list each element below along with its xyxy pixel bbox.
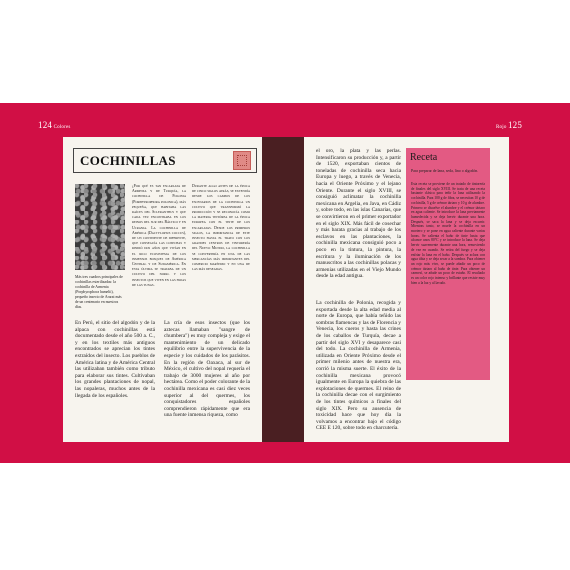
book-spine — [262, 137, 304, 442]
left-page-header — [38, 120, 71, 130]
cochineal-photo — [75, 184, 125, 270]
left-running-title: Colores — [53, 125, 71, 130]
right-running-title: Rojo — [496, 125, 507, 130]
section-title: COCHINILLAS — [80, 153, 176, 168]
right-page-number: 125 — [507, 120, 523, 130]
intro-column-1: ¿Por qué es tan escarlata de Armenia y de Turquía, la cochinilla de Polonia (Porphyrophora polonica), más pequeña, que habitaba las raíces del Scleranthus y que cada vez encontraba en los reinos del sur del Báltico y en Ucrania. La cochinilla de América (Dactylopius coccus), de un continente de diferente, que conseguía las cosechas y rindió dos años que vivían en el rico ecosistema de los inmensos bosques de América Central y de Sudamérica. En esta última se trataba de un cultivo del nopal y los insectos que viven en las hojas de las tunas. — [132, 184, 186, 287]
body-column-4: La cochinilla de Polonia, recogida y exportada desde la alta edad media al norte de Europa, que había teñido las sombras flamencas y las de Florencia y Venecia, los cueros y hasta las crines de los caballos de Turquía, decae a partir del siglo XVI y desaparece casi del todo. La cochinilla de Armenia, utilizada en Oriente Próximo desde el primer milenio antes de nuestra era, corrió la misma suerte. El éxito de la cochinilla mexicana provocó igualmente en Europa la quiebra de las explotaciones de quermes. El reino de la cochinilla decae con el surgimiento de los tintes químicos a finales del siglo XIX. Pero su ausencia de toxicidad hace que hoy día la volvamos a encontrar bajo el código CEE E 120, sobre todo en charcutería. — [316, 300, 401, 432]
stamp-illustration — [233, 151, 251, 170]
left-page-number: 124 — [38, 120, 53, 130]
body-column-1: En Perú, el sitio del algodón y de la alpaca con cochinillas está documentado desde el año 500 a. C., y en los textiles más antiguos encontrados se aprecian los tintes extraídos del insecto. Los pueblos de América latina y de América Central las utilizaban también como tributo para elaborar sus tintes. Cultivaban los grandes plantaciones de nopal, las nopaleras, muchos antes de la llegada de los españoles. — [75, 320, 155, 399]
recipe-body: Esta receta se proviene de un tratado de tintorería de finales del siglo XVIII. Se trata de una receta bastante clásica para teñir la lana utilizando la cochinilla. Para 100 g de fibra, se necesitan 10 g de cochinilla, 5 g de crémor tártaro y 10 g de alumbre. Primero se disuelve el alumbre y el crémor tártaro en agua caliente. Se introduce la lana previamente humedecida y se deja hervir durante una hora. Después, se saca la lana y se deja escurrir. Mientras tanto, se muele la cochinilla en un mortero y se pone en agua caliente durante varias horas. Se calienta el baño de tinte hasta que alcance unos 80°C y se introduce la lana. Se deja hervir suavemente durante una hora, removiendo de vez en cuando. Se retira del fuego y se deja enfriar la lana en el baño. Después se aclara con agua tibia y se deja secar a la sombra. Para obtener un rojo más vivo, se puede añadir un poco de crémor tártaro al baño de tinte. Para obtener un carmesí, se añade un poco de estaño. El resultado es un color rojo intenso y brillante que resiste muy bien a la luz y al lavado. — [411, 182, 485, 285]
recipe-title: Receta — [410, 152, 438, 163]
recipe-box — [406, 148, 490, 380]
photo-caption: Más tres cuadros principales de cochinillas esterilizadas: la cochinilla de Armenia (Porphyrophora hamelii), pequeño insecto de Ararat más de un centenario en nuestros días. — [75, 275, 123, 309]
body-column-2: La cría de esos insectos (que los aztecas llamaban "sangre de chumbera") es muy compleja y exige el mantenimiento de un delicado equilibrio entre la supervivencia de la especie y los cuidados de los parásitos. En la región de Oaxaca, al sur de México, el cultivo del nopal requería el trabajo de 3000 mujeres al año por hectárea. Como el poder colorante de la cochinilla mexicana es casi diez veces superior al del quermes, los conquistadores españoles comprendieron rápidamente que era una fuente inmensa riqueza, como — [164, 320, 250, 419]
recipe-intro: Para preparar de lana, seda, lino o algodón. — [411, 169, 479, 173]
section-title-box — [73, 148, 257, 173]
intro-column-2: Durante algo antes de la época de cinco siglos atrás, se extendía desde los campos de los escenarios de la cochinilla un cultivo que transformó la producción y se reconocía como la materia tintórea de la época europea con el tinte de los escarlatas. Desde los primeros siglos, la importancia de este insecto hasta el trato con los grandes centros de tintorería del Nuevo Mundo, la cochinilla se convertiría en una de las mercancías más importantes del comercio marítimo y en una de las más deseadas. — [192, 184, 250, 272]
body-column-3: el oro, la plata y las perlas. Intensificaron su producción y, a partir de 1520, exportaban cientos de toneladas de cochinilla seca hacia Europa y luego, a través de Venecia, hacia el Oriente Próximo y el lejano Oriente. Durante el siglo XVIII, se consiguió aclimatar la cochinilla mexicana en Argelia, en Java, en Cádiz y, sobre todo, en las islas Canarias, que se convirtieron en el primer exportador en el siglo XIX. Más fácil de cosechar y más barata gracias al trabajo de los esclavos en las plantaciones, la cochinilla mexicana consiguió poco a poco en la tintura, la pintura, la escritura y la iluminación de los manuscritos a las cochinillas polacas y armenias utilizadas en el Viejo Mundo desde la edad antigua. — [316, 148, 401, 280]
right-page-header — [496, 120, 522, 130]
